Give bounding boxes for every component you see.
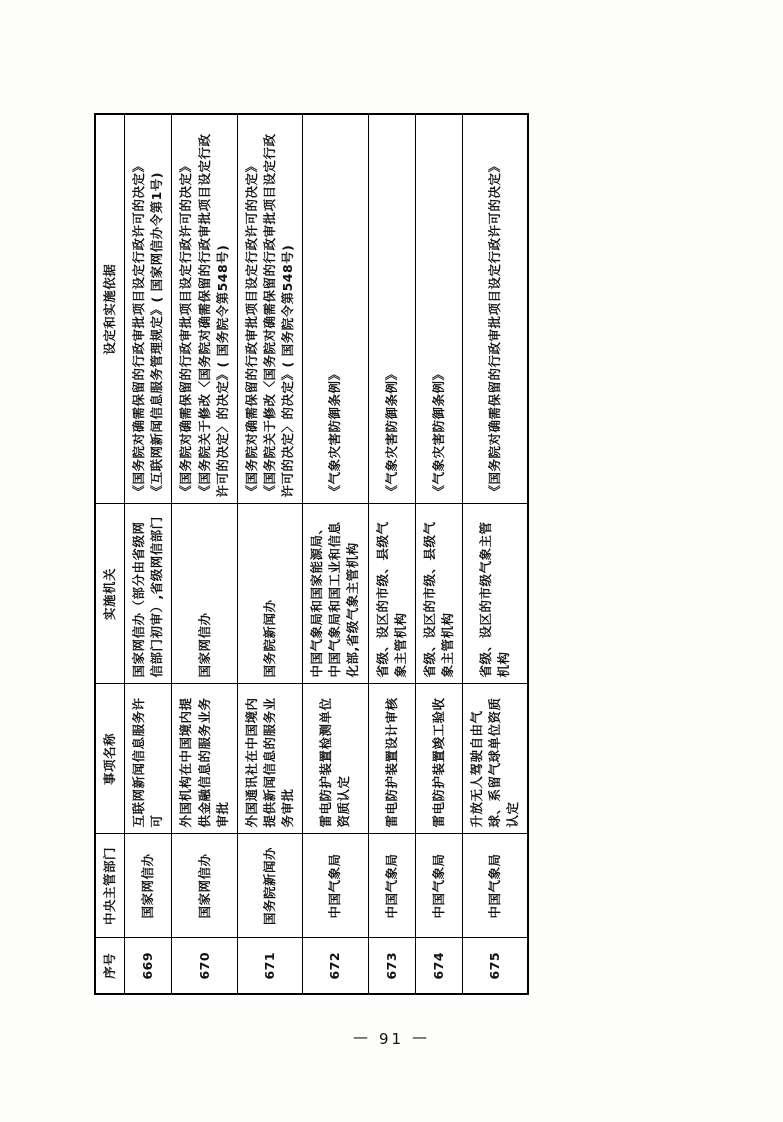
legal-basis-line: 《国务院对确需保留的行政审批项目设定行政许可的决定》 — [486, 159, 502, 498]
legal-basis-line: 《气象灾害防御条例》 — [326, 367, 342, 498]
page-number-right-dash: — — [412, 1028, 431, 1046]
cell-implementing-organ: 省级、设区的市级、县级气象主管机构 — [415, 504, 462, 684]
legal-basis-line: 《气象灾害防御条例》 — [383, 367, 399, 498]
cell-implementing-organ: 省级、设区的市级气象主管机构 — [462, 504, 528, 684]
table-row — [368, 114, 415, 994]
legal-basis-line: 《国务院关于修改〈国务院对确需保留的行政审批项目设定行政许可的决定〉的决定》( 国务院令第548号) — [261, 133, 295, 498]
legal-basis-line: 《国务院关于修改〈国务院对确需保留的行政审批项目设定行政许可的决定〉的决定》( 国务院令第548号) — [196, 133, 230, 498]
table-row — [302, 114, 367, 994]
legal-basis-line: 《互联网新闻信息服务管理规定》( 国家网信办令第1号) — [148, 172, 164, 498]
cell-department: 中国气象局 — [302, 834, 367, 938]
column-header-legal-basis: 设定和实施依据 — [95, 114, 125, 504]
cell-seq: 669 — [124, 938, 171, 994]
column-header-department: 中央主管部门 — [95, 834, 125, 938]
cell-legal-basis — [124, 114, 171, 504]
cell-legal-basis — [415, 114, 462, 504]
cell-item-name: 升放无人驾驶自由气球、系留气球单位资质认定 — [462, 684, 528, 834]
legal-basis-line: 《国务院对确需保留的行政审批项目设定行政许可的决定》 — [177, 159, 193, 498]
legal-basis-line: 《国务院对确需保留的行政审批项目设定行政许可的决定》 — [243, 159, 259, 498]
column-header-item-name: 事项名称 — [95, 684, 125, 834]
cell-item-name: 外国通讯社在中国境内提供新闻信息的服务业务审批 — [237, 684, 302, 834]
cell-seq: 671 — [237, 938, 302, 994]
cell-item-name: 雷电防护装置设计审核 — [368, 684, 415, 834]
table-row — [462, 114, 528, 994]
column-header-seq: 序号 — [95, 938, 125, 994]
legal-basis-line: 《气象灾害防御条例》 — [430, 367, 446, 498]
cell-seq: 670 — [171, 938, 236, 994]
table-header-row — [95, 114, 125, 994]
table-row — [124, 114, 171, 994]
table-header — [95, 114, 125, 994]
page-number — [0, 1030, 783, 1048]
table-row — [415, 114, 462, 994]
cell-legal-basis — [368, 114, 415, 504]
cell-department: 国务院新闻办 — [237, 834, 302, 938]
cell-seq: 672 — [302, 938, 367, 994]
cell-implementing-organ: 国家网信办 — [171, 504, 236, 684]
rotated-table-wrapper — [94, 115, 654, 995]
cell-item-name: 雷电防护装置竣工验收 — [415, 684, 462, 834]
cell-legal-basis — [237, 114, 302, 504]
cell-item-name: 外国机构在中国境内提供金融信息的服务业务审批 — [171, 684, 236, 834]
cell-item-name: 雷电防护装置检测单位资质认定 — [302, 684, 367, 834]
cell-department: 国家网信办 — [124, 834, 171, 938]
cell-legal-basis — [302, 114, 367, 504]
cell-seq: 673 — [368, 938, 415, 994]
cell-department: 中国气象局 — [368, 834, 415, 938]
cell-implementing-organ: 省级、设区的市级、县级气象主管机构 — [368, 504, 415, 684]
cell-implementing-organ: 中国气象局和国家能源局、中国气象局和国工业和信息化部,省级气象主管机构 — [302, 504, 367, 684]
cell-department: 中国气象局 — [415, 834, 462, 938]
legal-basis-line: 《国务院对确需保留的行政审批项目设定行政许可的决定》 — [130, 159, 146, 498]
approval-items-table — [94, 113, 529, 995]
cell-department: 中国气象局 — [462, 834, 528, 938]
cell-seq: 675 — [462, 938, 528, 994]
table-row — [237, 114, 302, 994]
cell-seq: 674 — [415, 938, 462, 994]
column-header-implementing-organ: 实施机关 — [95, 504, 125, 684]
table-row — [171, 114, 236, 994]
cell-department: 国家网信办 — [171, 834, 236, 938]
table-body — [124, 114, 528, 994]
cell-legal-basis — [462, 114, 528, 504]
cell-legal-basis — [171, 114, 236, 504]
page-number-left-dash: — — [352, 1028, 371, 1046]
page-number-value: 91 — [378, 1030, 405, 1048]
cell-implementing-organ: 国务院新闻办 — [237, 504, 302, 684]
cell-implementing-organ: 国家网信办（部分由省级网信部门初审）,省级网信部门 — [124, 504, 171, 684]
cell-item-name: 互联网新闻信息服务许可 — [124, 684, 171, 834]
